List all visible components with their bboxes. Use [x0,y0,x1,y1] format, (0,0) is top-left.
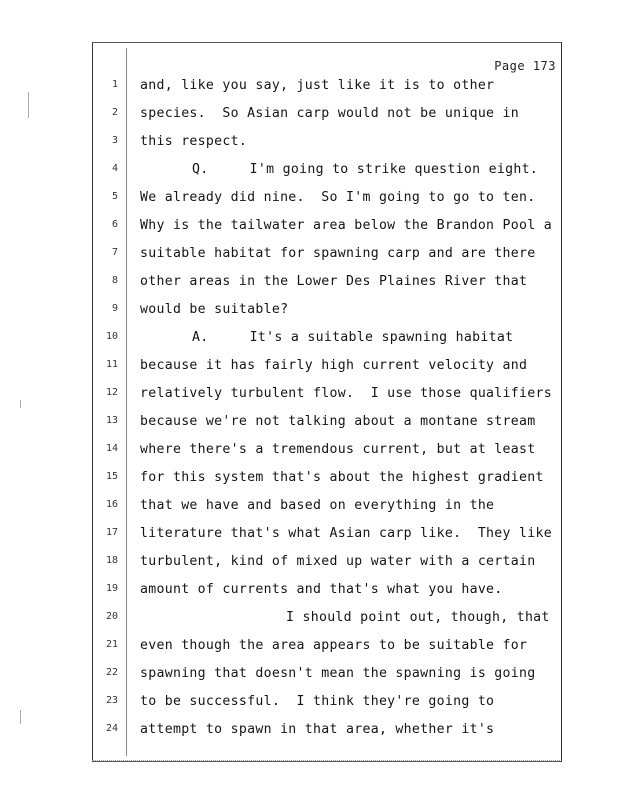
transcript-line [96,160,554,188]
line-text: literature that's what Asian carp like. They like [140,526,552,541]
line-number: 14 [105,443,118,454]
left-margin-mark [20,710,21,724]
transcript-line [96,580,554,608]
transcript-line [96,552,554,580]
line-text: even though the area appears to be suitable for [140,638,528,653]
line-number: 3 [111,135,118,146]
line-text: amount of currents and that's what you have. [140,582,503,597]
line-text: Q. I'm going to strike question eight. [192,162,539,177]
line-text: and, like you say, just like it is to other [140,78,495,93]
line-text: relatively turbulent flow. I use those qualifiers [140,386,552,401]
line-text: turbulent, kind of mixed up water with a certain [140,554,536,569]
line-number: 9 [111,303,118,314]
transcript-line [96,720,554,748]
line-number: 16 [105,499,118,510]
line-text: that we have and based on everything in the [140,498,495,513]
transcript-line [96,636,554,664]
transcript-line [96,412,554,440]
transcript-line [96,356,554,384]
line-text: would be suitable? [140,302,289,317]
line-number: 24 [105,723,118,734]
line-number: 19 [105,583,118,594]
left-margin-mark [28,92,29,118]
transcript-line [96,328,554,356]
transcript-line [96,692,554,720]
transcript-line [96,496,554,524]
line-text: I should point out, though, that [286,610,550,625]
transcript-line [96,664,554,692]
line-number: 4 [111,163,118,174]
transcript-line [96,244,554,272]
line-text: Why is the tailwater area below the Brandon Pool a [140,218,552,233]
line-number: 5 [111,191,118,202]
transcript-line [96,188,554,216]
line-text: attempt to spawn in that area, whether it's [140,722,495,737]
line-number: 1 [111,79,118,90]
line-number: 6 [111,219,118,230]
line-text: because it has fairly high current velocity and [140,358,528,373]
transcript-line [96,272,554,300]
line-number: 7 [111,247,118,258]
line-number: 21 [105,639,118,650]
line-number: 8 [111,275,118,286]
line-number: 20 [105,611,118,622]
line-text: for this system that's about the highest gradient [140,470,544,485]
line-number: 11 [105,359,118,370]
line-number: 17 [105,527,118,538]
line-text: where there's a tremendous current, but at least [140,442,536,457]
transcript-line [96,216,554,244]
transcript-line [96,608,554,636]
line-text: We already did nine. So I'm going to go to ten. [140,190,536,205]
line-number: 13 [105,415,118,426]
line-text: spawning that doesn't mean the spawning is going [140,666,536,681]
line-number: 15 [105,471,118,482]
footer-scan-line [92,760,560,767]
transcript-lines [96,76,554,748]
line-number: 22 [105,667,118,678]
left-margin-mark [20,400,21,408]
line-text: because we're not talking about a montane stream [140,414,536,429]
transcript-line [96,104,554,132]
transcript-line [96,524,554,552]
line-text: to be successful. I think they're going to [140,694,495,709]
line-number: 12 [105,387,118,398]
line-number: 2 [111,107,118,118]
line-number: 10 [105,331,118,342]
transcript-line [96,468,554,496]
line-text: A. It's a suitable spawning habitat [192,330,514,345]
transcript-line [96,440,554,468]
line-text: other areas in the Lower Des Plaines River that [140,274,528,289]
transcript-line [96,300,554,328]
line-number: 18 [105,555,118,566]
transcript-line [96,384,554,412]
transcript-line [96,76,554,104]
line-number: 23 [105,695,118,706]
line-text: suitable habitat for spawning carp and are there [140,246,536,261]
transcript-line [96,132,554,160]
line-text: this respect. [140,134,248,149]
page-number: Page 173 [494,59,556,73]
line-text: species. So Asian carp would not be unique in [140,106,520,121]
